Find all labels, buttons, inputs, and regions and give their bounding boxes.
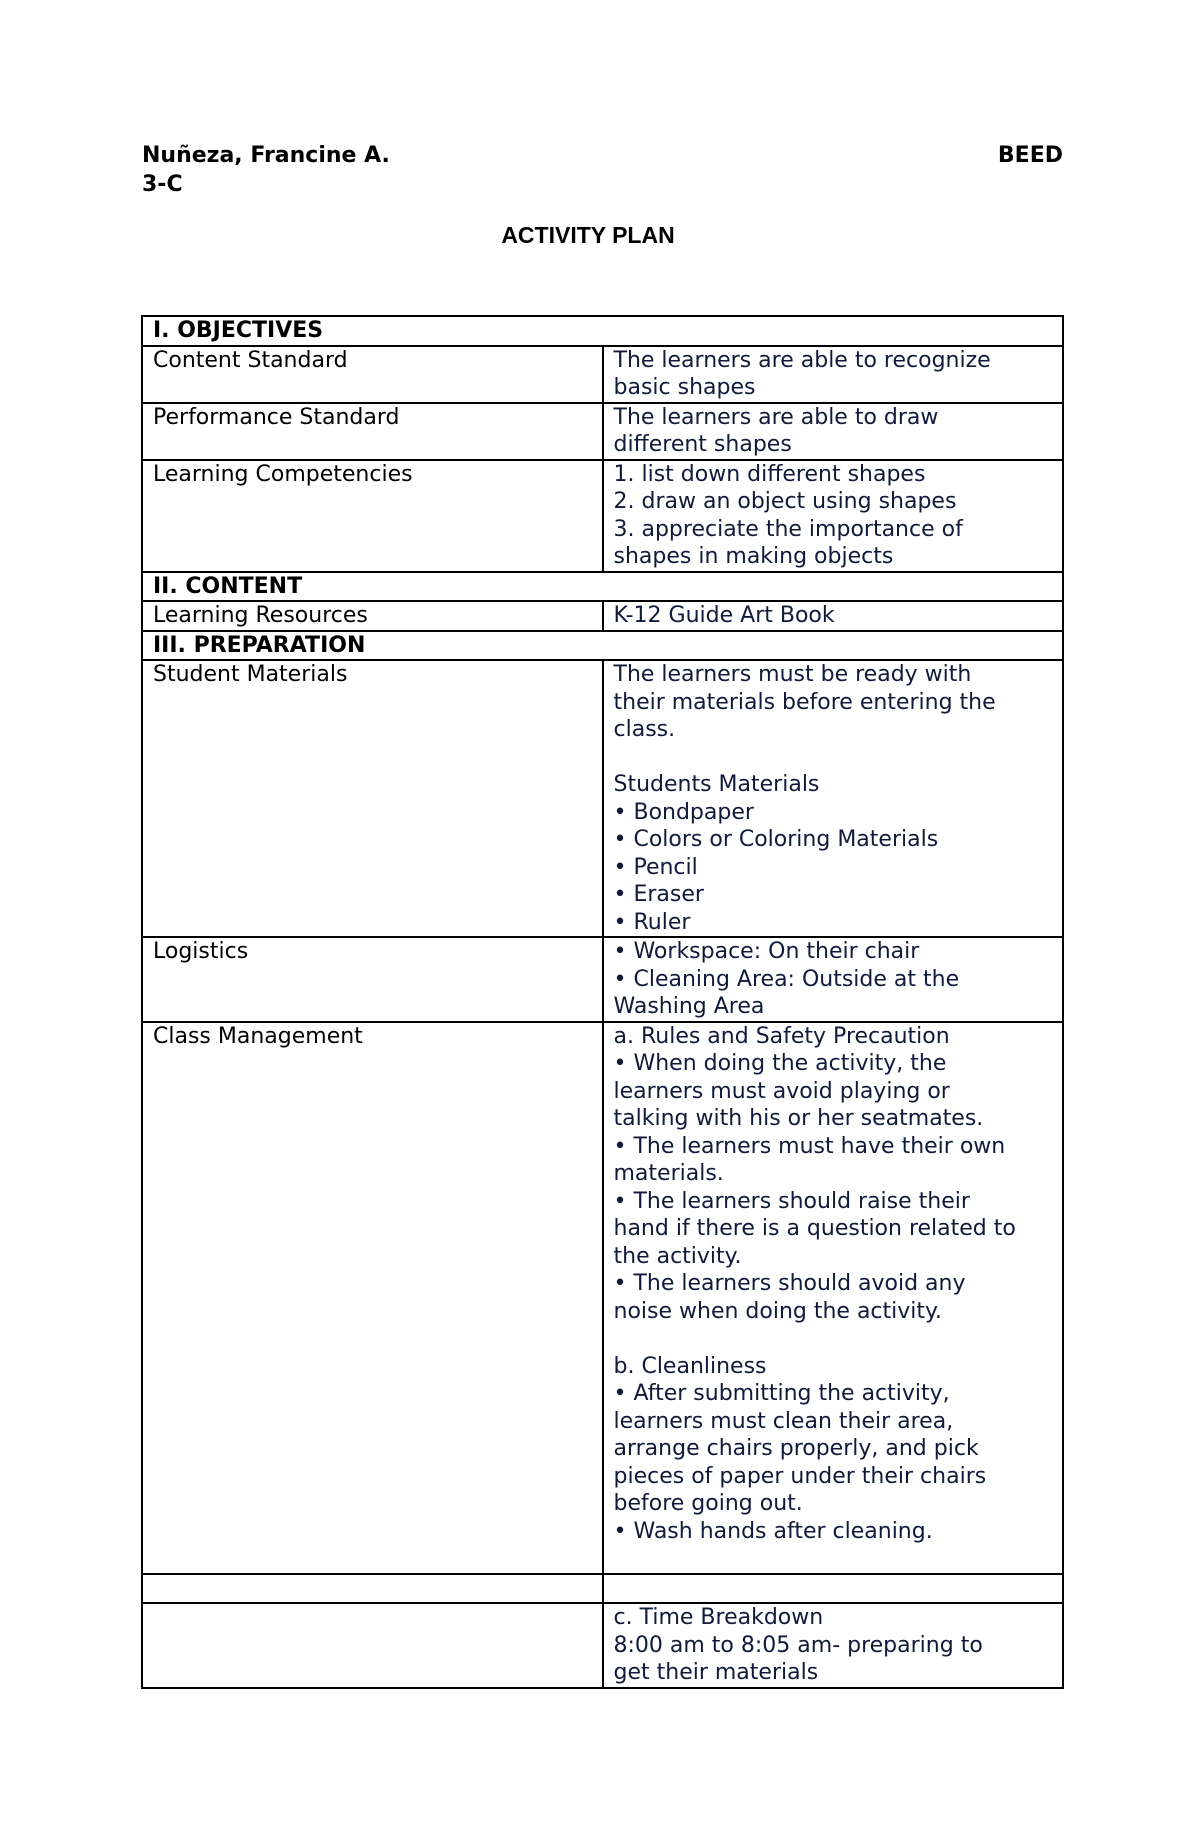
text-line: • The learners must have their own: [613, 1133, 1006, 1159]
text-line: 1. list down different shapes: [613, 461, 926, 487]
text-line: pieces of paper under their chairs: [613, 1463, 987, 1489]
text-line: • Ruler: [613, 909, 691, 935]
empty-row: [142, 1574, 1063, 1604]
text-line: Washing Area: [613, 994, 765, 1019]
empty-cell: [603, 1574, 1064, 1604]
student-name: Nuñeza, Francine A.: [142, 143, 390, 168]
text-line: The learners are able to draw: [613, 404, 939, 430]
text-line: learners must clean their area,: [613, 1408, 954, 1434]
text-line: their materials before entering the: [613, 689, 996, 715]
text-line: [614, 744, 1053, 772]
section: 3-C: [142, 172, 183, 197]
text-line: • The learners should avoid any: [613, 1271, 966, 1296]
text-line: different shapes: [613, 432, 792, 457]
activity-plan-table: [141, 315, 1064, 1689]
text-line: • The learners should raise their: [613, 1188, 970, 1214]
text-line: arrange chairs properly, and pick: [613, 1436, 979, 1461]
section-heading-content: II. CONTENT: [142, 572, 1063, 602]
text-line: talking with his or her seatmates.: [613, 1106, 984, 1131]
section-heading-preparation: III. PREPARATION: [142, 631, 1063, 661]
row-value-learning-competencies: [603, 460, 1064, 572]
row-value-logistics: [603, 937, 1064, 1022]
text-line: • Cleaning Area: Outside at the: [613, 966, 960, 992]
row-label-learning-competencies: Learning Competencies: [142, 460, 603, 572]
text-line: the activity.: [613, 1243, 742, 1269]
text-line: • Wash hands after cleaning.: [613, 1518, 933, 1544]
table-row: [142, 937, 1063, 1022]
text-line: • Workspace: On their chair: [613, 939, 920, 964]
row-label-student-materials: Student Materials: [142, 660, 603, 937]
row-label-class-management: Class Management: [142, 1022, 603, 1574]
text-line: 3. appreciate the importance of: [613, 516, 963, 542]
text-line: • Eraser: [613, 882, 704, 907]
text-line: learners must avoid playing or: [613, 1078, 950, 1104]
table-row: [142, 1603, 1063, 1688]
table-row: [142, 660, 1063, 937]
section-heading-objectives: I. OBJECTIVES: [142, 316, 1063, 346]
row-value-learning-resources: [603, 601, 1064, 631]
row-label-learning-resources: Learning Resources: [142, 601, 603, 631]
text-line: basic shapes: [613, 375, 756, 400]
page-title: ACTIVITY PLAN: [501, 222, 675, 248]
row-label-performance-standard: Performance Standard: [142, 403, 603, 460]
table-row: [142, 601, 1063, 631]
text-line: [614, 1545, 1053, 1573]
text-line: • Bondpaper: [613, 799, 754, 825]
table-row: [142, 403, 1063, 460]
text-line: • Colors or Coloring Materials: [613, 827, 939, 852]
table-row: [142, 346, 1063, 403]
text-line: a. Rules and Safety Precaution: [613, 1023, 950, 1049]
section-row-preparation: [142, 631, 1063, 661]
text-line: 8:00 am to 8:05 am- preparing to: [613, 1632, 983, 1658]
row-label-logistics: Logistics: [142, 937, 603, 1022]
text-line: before going out.: [613, 1491, 803, 1516]
text-line: 2. draw an object using shapes: [613, 489, 957, 514]
text-line: b. Cleanliness: [613, 1353, 767, 1379]
table-row: [142, 1022, 1063, 1574]
text-line: K-12 Guide Art Book: [613, 603, 835, 628]
row-value-student-materials: [603, 660, 1064, 937]
text-line: [614, 1325, 1053, 1353]
text-line: • When doing the activity, the: [613, 1051, 947, 1076]
course: BEED: [997, 143, 1063, 168]
text-line: The learners must be ready with: [613, 662, 972, 687]
text-line: materials.: [613, 1161, 724, 1186]
text-line: The learners are able to recognize: [613, 347, 991, 373]
table-row: [142, 460, 1063, 572]
text-line: c. Time Breakdown: [613, 1605, 824, 1630]
section-row-objectives: [142, 316, 1063, 346]
row-value-content-standard: [603, 346, 1064, 403]
empty-cell: [142, 1574, 603, 1604]
text-line: • Pencil: [613, 854, 698, 880]
text-line: Students Materials: [613, 772, 820, 797]
text-line: • After submitting the activity,: [613, 1381, 950, 1406]
row-value-time-breakdown: [603, 1603, 1064, 1688]
section-row-content: [142, 572, 1063, 602]
row-value-performance-standard: [603, 403, 1064, 460]
text-line: get their materials: [613, 1660, 819, 1685]
row-label-time-breakdown: [142, 1603, 603, 1688]
text-line: class.: [613, 717, 676, 742]
row-value-class-management: [603, 1022, 1064, 1574]
text-line: noise when doing the activity.: [613, 1298, 942, 1324]
row-label-content-standard: Content Standard: [142, 346, 603, 403]
text-line: shapes in making objects: [613, 544, 894, 569]
text-line: hand if there is a question related to: [613, 1216, 1016, 1241]
